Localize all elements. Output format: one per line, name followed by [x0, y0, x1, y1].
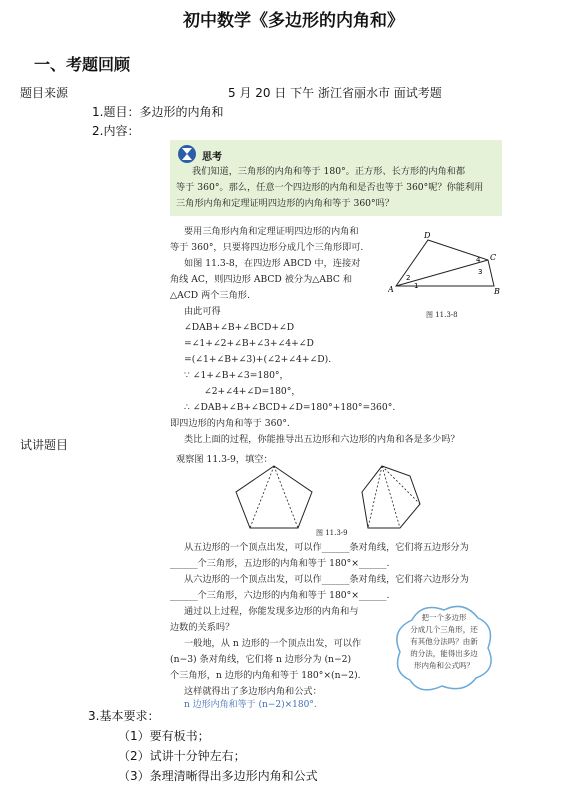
hourglass-icon: [176, 144, 198, 164]
book-line: 等于 360°，只要将四边形分成几个三角形即可.: [170, 242, 364, 253]
requirement-3: （3）条理清晰得出多边形内角和公式: [118, 769, 318, 783]
label-c: C: [490, 253, 497, 262]
book-line: ∠DAB+∠B+∠BCD+∠D: [184, 322, 295, 333]
section-heading: 一、考题回顾: [34, 55, 131, 74]
fill-line: 这样就得出了多边形内角和公式：: [184, 686, 322, 697]
label-a: A: [388, 285, 394, 294]
fill-line: 从五边形的一个顶点出发，可以作______条对角线，它们将五边形分为: [184, 542, 469, 553]
label-b: B: [494, 287, 500, 296]
fill-line: ______个三角形，五边形的内角和等于 180°×______.: [170, 558, 390, 569]
book-line: 由此可得: [184, 306, 221, 317]
textbook-excerpt: [170, 140, 502, 710]
think-line: 等于 360°。那么，任意一个四边形的内角和是否也等于 360°呢？你能利用: [176, 182, 484, 193]
formula: n 边形内角和等于 (n−2)×180°.: [184, 700, 317, 710]
think-line: 三角形内角和定理证明四边形的内角和等于 360°吗？: [176, 198, 394, 209]
fill-line: 边数的关系吗？: [170, 622, 235, 633]
requirement-1: （1）要有板书；: [118, 729, 210, 743]
book-line: 要用三角形内角和定理证明四边形的内角和: [184, 226, 359, 237]
label-3: 3: [478, 268, 483, 276]
book-line: 观察图 11.3-9，填空：: [176, 454, 273, 465]
figure-caption: 图 11.3-8: [426, 311, 458, 319]
label-2: 2: [406, 274, 411, 282]
book-line: 即四边形的内角和等于 360°.: [170, 418, 290, 429]
cloud-line: 形内角和公式吗？: [414, 661, 474, 670]
figure-caption: 图 11.3-9: [316, 529, 348, 537]
book-line: 类比上面的过程，你能推导出五边形和六边形的内角和各是多少吗？: [184, 434, 460, 445]
label-d: D: [424, 231, 431, 240]
cloud-text: [404, 612, 484, 672]
cloud-line: 分成几个三角形，还: [410, 625, 478, 634]
fill-line: 从六边形的一个顶点出发，可以作______条对角线，它们将六边形分为: [184, 574, 469, 585]
item-requirements: 3.基本要求：: [88, 709, 160, 723]
book-line: =∠1+∠2+∠B+∠3+∠4+∠D: [184, 338, 314, 349]
source-label: 题目来源: [20, 86, 69, 100]
fill-line: 个三角形，n 边形的内角和等于 180°×(n−2).: [170, 670, 361, 681]
quadrilateral-figure: [388, 228, 500, 308]
think-line: 我们知道，三角形的内角和等于 180°。正方形、长方形的内角和都: [192, 166, 466, 177]
item-topic: 1.题目：多边形的内角和: [92, 105, 224, 119]
fill-line: (n−3) 条对角线，它们将 n 边形分为 (n−2): [170, 654, 352, 665]
think-text: [176, 164, 496, 212]
book-line: ∴ ∠DAB+∠B+∠BCD+∠D=180°+180°=360°.: [184, 402, 396, 413]
fill-line: 一般地，从 n 边形的一个顶点出发，可以作: [184, 638, 362, 649]
book-line: ∠2+∠4+∠D=180°，: [204, 386, 301, 397]
source-value: 5 月 20 日 下午 浙江省丽水市 面试考题: [228, 86, 442, 100]
fill-line: ______个三角形，六边形的内角和等于 180°×______.: [170, 590, 390, 601]
book-line: 如图 11.3-8，在四边形 ABCD 中，连接对: [184, 258, 361, 269]
label-1: 1: [414, 282, 419, 290]
trial-label: 试讲题目: [20, 438, 69, 452]
think-title: 思考: [202, 152, 222, 163]
polygon-figures: [232, 462, 452, 532]
book-line: 角线 AC，则四边形 ABCD 被分为△ABC 和: [170, 274, 353, 285]
book-line: △ACD 两个三角形.: [170, 290, 250, 301]
requirement-2: （2）试讲十分钟左右；: [118, 749, 246, 763]
cloud-line: 把一个多边形: [421, 613, 467, 622]
cloud-line: 的分法，能得出多边: [410, 649, 478, 658]
document-title: 初中数学《多边形的内角和》: [183, 11, 404, 31]
book-line: =(∠1+∠B+∠3)+(∠2+∠4+∠D).: [184, 354, 332, 365]
label-4: 4: [476, 256, 481, 264]
cloud-line: 有其他分法吗？由新: [410, 637, 478, 646]
item-content: 2.内容：: [92, 124, 140, 138]
book-line: ∵ ∠1+∠B+∠3=180°，: [184, 370, 289, 381]
think-box: [170, 140, 502, 216]
fill-line: 通过以上过程，你能发现多边形的内角和与: [184, 606, 359, 617]
